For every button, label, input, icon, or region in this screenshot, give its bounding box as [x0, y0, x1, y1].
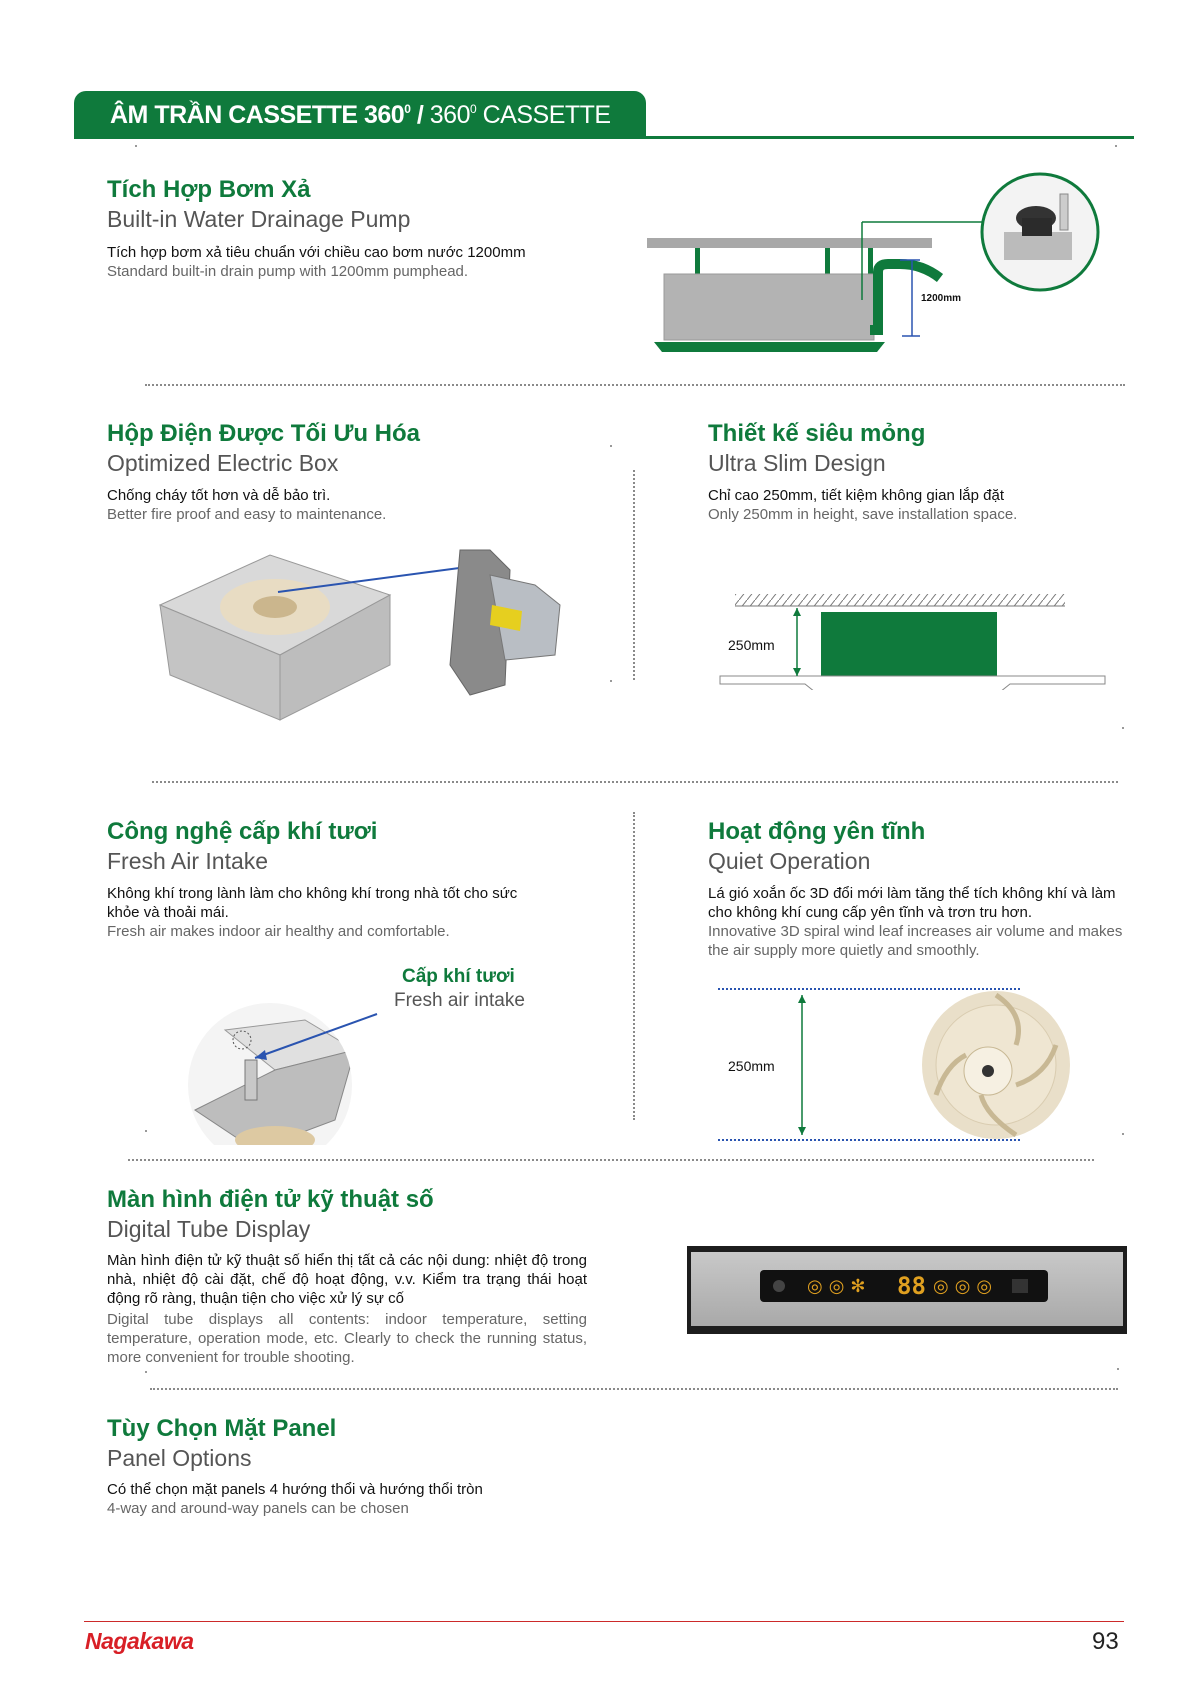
divider — [152, 781, 1118, 783]
quiet-dimension-label: 250mm — [728, 1058, 775, 1074]
brand-logo: Nagakawa — [85, 1628, 194, 1654]
pump-heading: Tích Hợp Bơm Xả — [107, 176, 311, 203]
fresh-air-subheading: Fresh Air Intake — [107, 848, 269, 874]
slim-heading: Thiết kế siêu mỏng — [708, 420, 926, 447]
speck — [1117, 1368, 1119, 1370]
mode-icons: ◎◎◎ — [933, 1276, 999, 1296]
fresh-air-image — [185, 1000, 385, 1145]
electric-box-desc-vi: Chống cháy tốt hơn và dễ bảo trì. — [107, 487, 331, 504]
divider — [150, 1388, 1118, 1390]
slim-diagram — [715, 590, 1115, 690]
speck — [145, 1371, 147, 1373]
fresh-air-desc-vi: Không khí trong lành làm cho không khí trong nhà tốt cho sức khỏe và thoải mái. — [107, 885, 518, 921]
panel-subheading: Panel Options — [107, 1445, 252, 1471]
divider — [128, 1159, 1094, 1161]
title-en: $360^0$ CASSETTE — [429, 101, 611, 129]
display-desc-vi: Màn hình điện tử kỹ thuật số hiển thị tất cả các nội dung: nhiệt độ trong nhà, nhiệt độ cài đặt, chế độ hoạt động, v.v. Kiểm tra trạng thái hoạt động rõ ràng, thuận tiện cho việc xử lý sự cố — [107, 1252, 587, 1307]
electric-box-desc-en: Better fire proof and easy to maintenance. — [107, 506, 387, 523]
fresh-air-heading: Công nghệ cấp khí tươi — [107, 818, 378, 845]
fresh-air-callout-en: Fresh air intake — [394, 990, 525, 1011]
panel-desc-en: 4-way and around-way panels can be chosen — [107, 1500, 409, 1517]
display-panel-image — [687, 1246, 1127, 1334]
fresh-air-desc-en: Fresh air makes indoor air healthy and comfortable. — [107, 923, 450, 940]
slim-dimension-label: 250mm — [728, 637, 775, 653]
electric-box-subheading: Optimized Electric Box — [107, 450, 339, 476]
temperature-readout: 88 — [897, 1272, 926, 1300]
slim-desc-vi: Chỉ cao 250mm, tiết kiệm không gian lắp đặt — [708, 487, 1004, 504]
slim-desc-en: Only 250mm in height, save installation space. — [708, 506, 1018, 523]
electric-box-image — [150, 545, 590, 725]
panel-heading: Tùy Chọn Mặt Panel — [107, 1415, 337, 1442]
speck — [145, 1130, 147, 1132]
receiver-icon — [1012, 1279, 1028, 1293]
speck — [1122, 1133, 1124, 1135]
slim-subheading: Ultra Slim Design — [708, 450, 886, 476]
electric-box-heading: Hộp Điện Được Tối Ưu Hóa — [107, 420, 421, 447]
pump-desc-vi: Tích hợp bơm xả tiêu chuẩn với chiều cao bơm nước 1200mm — [107, 244, 526, 261]
title-vi: ÂM TRẦN CASSETTE 360 — [110, 101, 405, 129]
speck — [610, 445, 612, 447]
indicator-icon — [773, 1280, 785, 1292]
divider — [145, 384, 1125, 386]
speck — [135, 145, 137, 147]
quiet-subheading: Quiet Operation — [708, 848, 871, 874]
pump-diagram — [640, 160, 1120, 360]
column-divider — [633, 812, 635, 1120]
display-desc-en: Digital tube displays all contents: indoor temperature, setting temperature, operation mode, etc. Clearly to check the running status, more convenient for trouble shooting. — [107, 1311, 587, 1366]
pump-dimension-label: 1200mm — [921, 293, 962, 304]
speck — [610, 680, 612, 682]
speck — [1115, 145, 1117, 147]
header-rule — [74, 136, 1134, 139]
footer-rule — [84, 1621, 1124, 1622]
display-subheading: Digital Tube Display — [107, 1216, 311, 1242]
pump-desc-en: Standard built-in drain pump with 1200mm pumphead. — [107, 263, 469, 280]
quiet-desc-vi: Lá gió xoắn ốc 3D đổi mới làm tăng thể tích không khí và làm cho không khí cung cấp yên tĩnh và trơn tru hơn. — [708, 885, 1116, 921]
quiet-heading: Hoạt động yên tĩnh — [708, 818, 926, 845]
display-heading: Màn hình điện tử kỹ thuật số — [107, 1186, 434, 1213]
page-number: 93 — [1092, 1628, 1119, 1655]
page-title: ÂM TRẦN CASSETTE $360^0 / 360^0$ CASSETTE — [110, 101, 611, 129]
fresh-air-callout-vi: Cấp khí tươi — [402, 966, 515, 987]
pump-subheading: Built-in Water Drainage Pump — [107, 206, 411, 232]
quiet-desc-en: Innovative 3D spiral wind leaf increases air volume and makes the air supply more quietly and smoothly. — [708, 923, 1123, 959]
speck — [1122, 727, 1124, 729]
column-divider — [633, 470, 635, 680]
status-icons: ◎◎✻ — [807, 1276, 872, 1296]
panel-desc-vi: Có thể chọn mặt panels 4 hướng thổi và hướng thổi tròn — [107, 1481, 483, 1498]
